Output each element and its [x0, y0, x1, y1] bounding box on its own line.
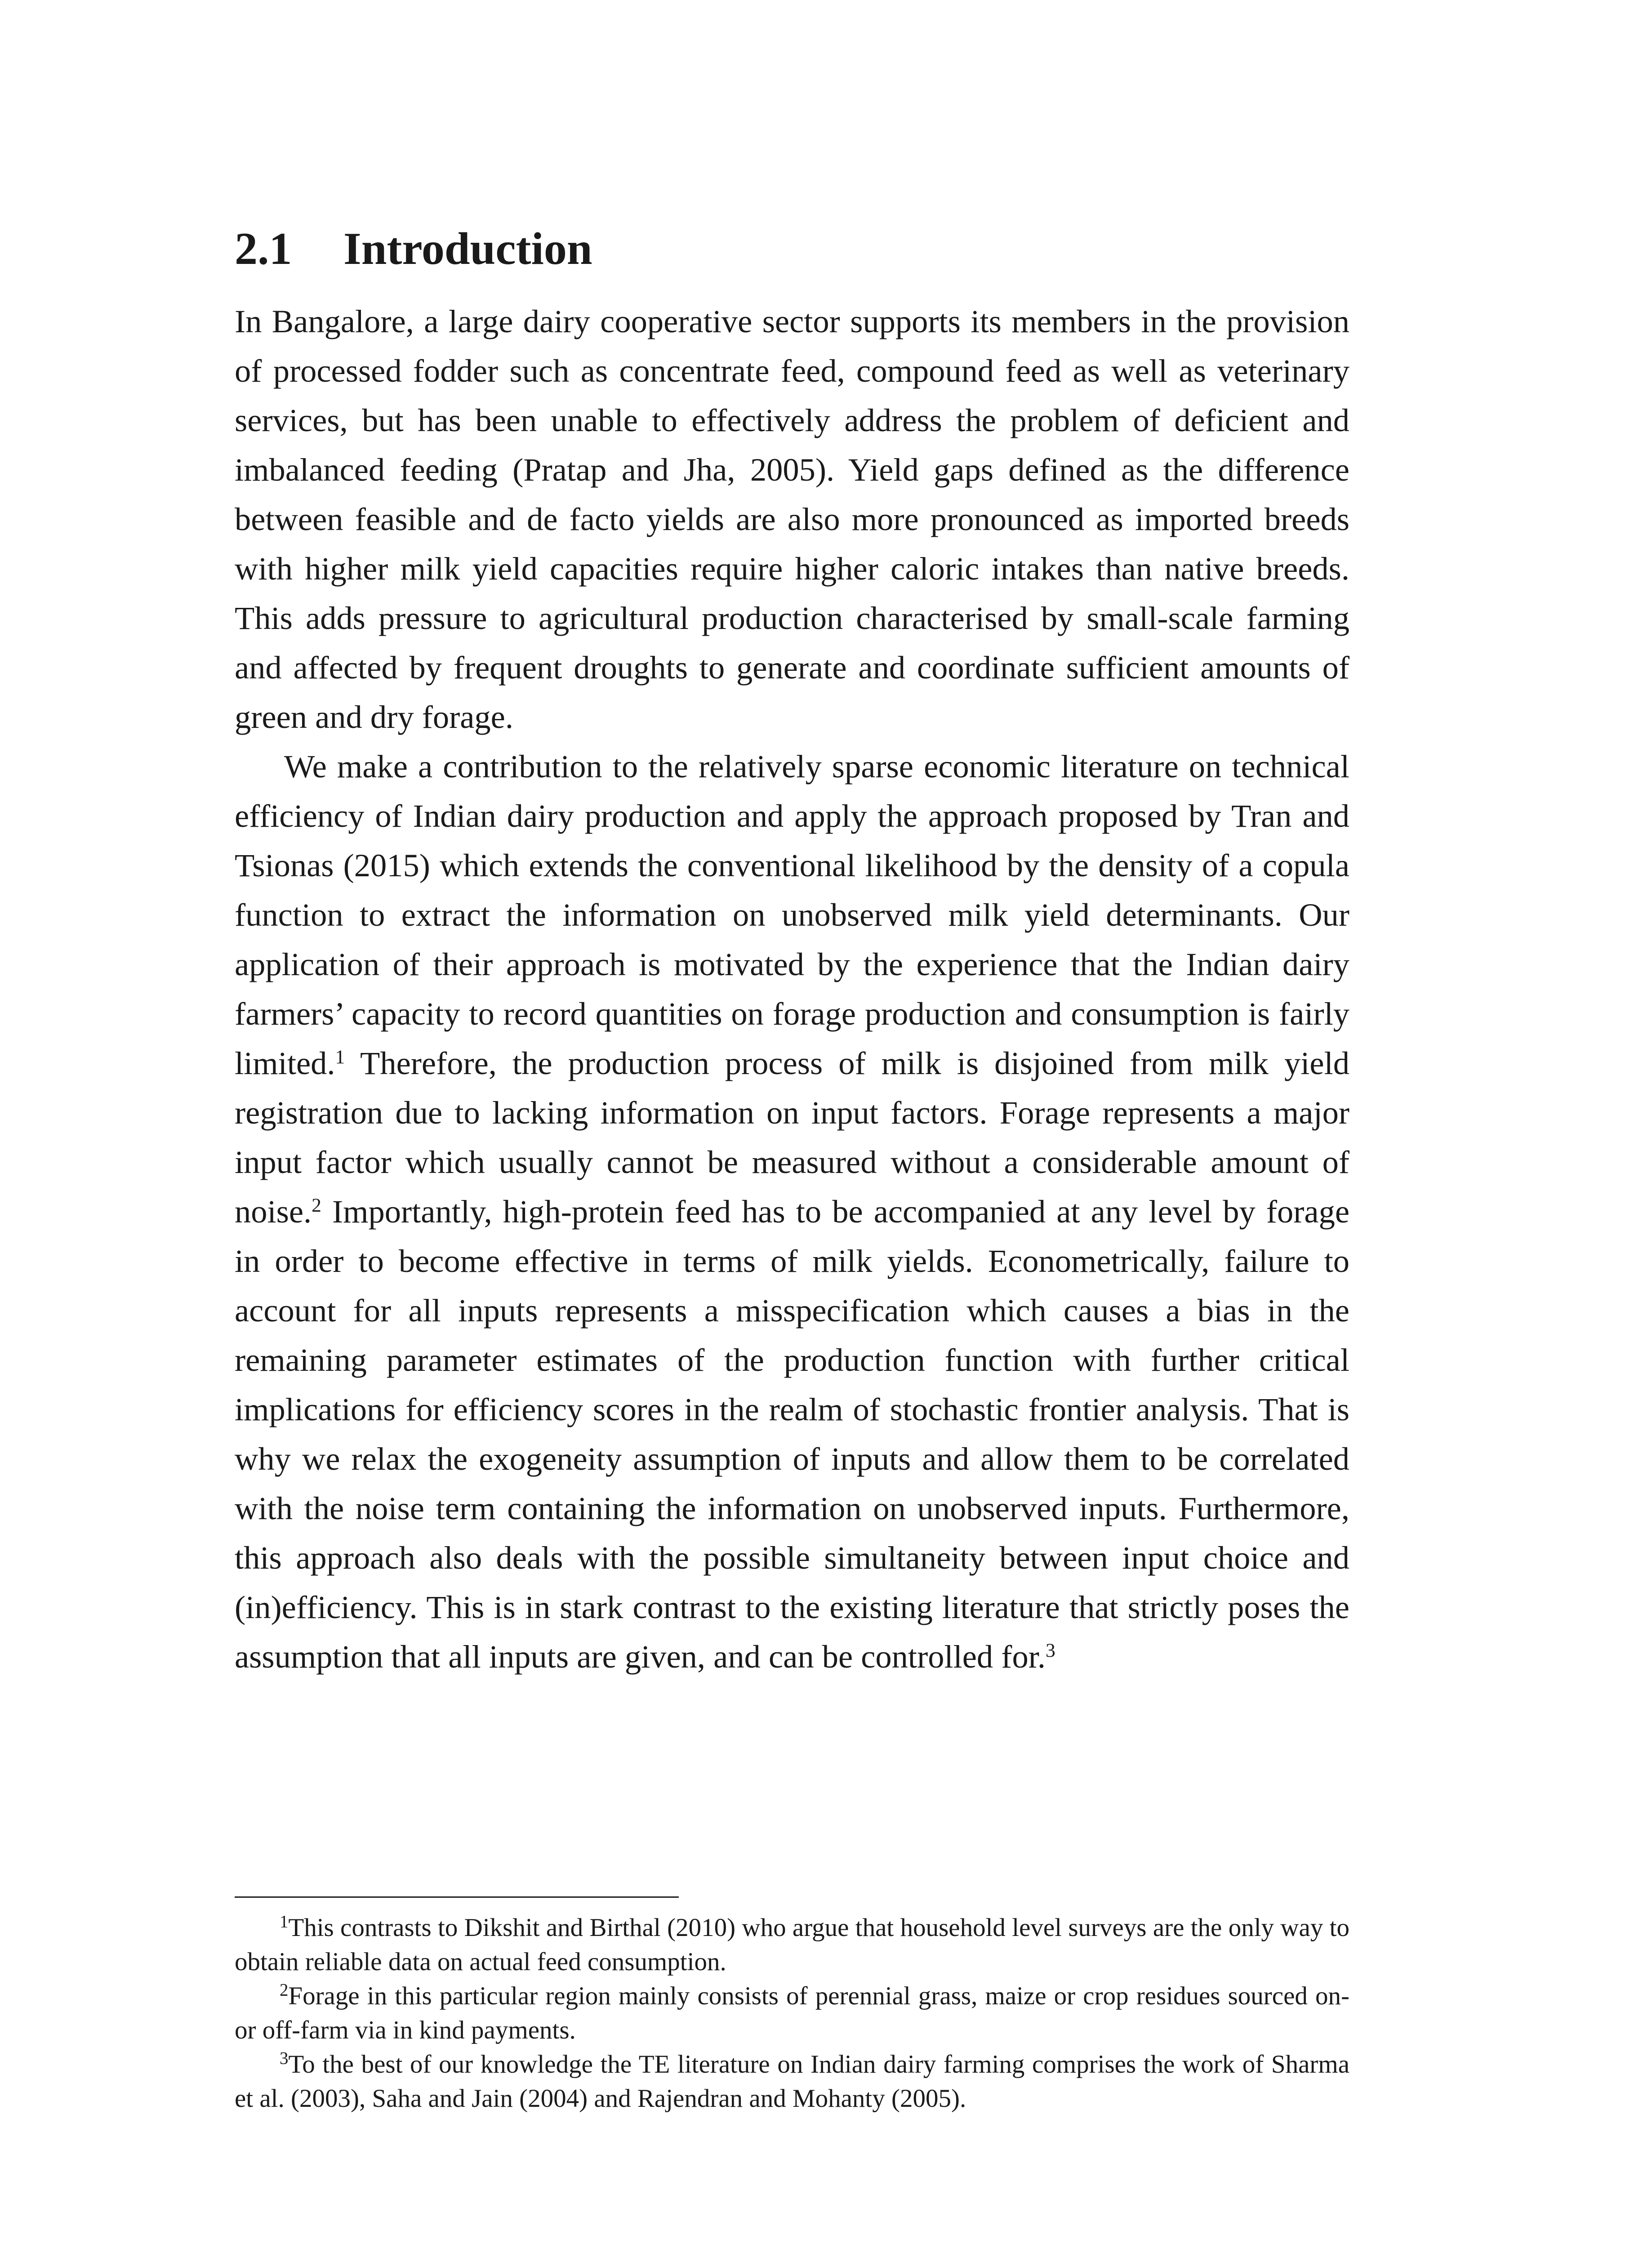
- paragraph-1: In Bangalore, a large dairy cooperative sector supports its members in the provision of processed fodder such as concentrate feed, compound feed as well as veterinary services, but has been unable to effectively address the problem of deficient and imbalanced feeding (Pratap and Jha, 2005). Yield gaps defined as the difference between feasible and de facto yields are also more pronounced as imported breeds with higher milk yield capacities require higher caloric intakes than native breeds. This adds pressure to agricultural production characterised by small-scale farming and affected by frequent droughts to generate and coordinate sufficient amounts of green and dry forage.: [235, 303, 1349, 735]
- footnote-text-2: Forage in this particular region mainly consists of perennial grass, maize or crop residues sourced on- or off-farm via in kind payments.: [235, 1982, 1349, 2044]
- footnote-mark-2: 2: [280, 1980, 289, 2000]
- footnote-text-3: To the best of our knowledge the TE literature on Indian dairy farming comprises the work of Sharma et al. (2003), Saha and Jain (2004) and Rajendran and Mohanty (2005).: [235, 2050, 1349, 2113]
- footnote-divider: [235, 1896, 679, 1898]
- body-text: [235, 297, 1349, 1682]
- section-heading: [235, 224, 1358, 274]
- footnote-ref-1[interactable]: 1: [335, 1046, 345, 1068]
- footnote-3: [235, 2047, 1349, 2116]
- section-number: 2.1: [235, 223, 292, 275]
- paragraph-2-part-1: We make a contribution to the relatively sparse economic literature on technical efficiency of Indian dairy production and apply the approach proposed by Tran and Tsionas (2015) which extends the conventional likelihood by the density of a copula function to extract the information on unobserved milk yield determinants. Our application of their approach is motivated by the experience that the Indian dairy farmers’ capacity to record quantities on forage production and consumption is fairly limited.: [235, 748, 1349, 1081]
- paragraph-2-part-2: Therefore, the production process of milk is disjoined from milk yield registration due to lacking information on input factors. Forage represents a major input factor which usually cannot be measured without a considerable amount of noise.: [235, 1045, 1349, 1230]
- footnote-ref-2[interactable]: 2: [312, 1195, 321, 1217]
- paragraph-2-part-3: Importantly, high-protein feed has to be accompanied at any level by forage in order to become effective in terms of milk yields. Econometrically, failure to account for all inputs represents a misspecification which causes a bias in the remaining parameter estimates of the production function with further critical implications for efficiency scores in the realm of stochastic frontier analysis. That is why we relax the exogeneity assumption of inputs and allow them to be correlated with the noise term containing the information on unobserved inputs. Furthermore, this approach also deals with the possible simultaneity between input choice and (in)efficiency. This is in stark contrast to the existing literature that strictly poses the assumption that all inputs are given, and can be controlled for.: [235, 1193, 1349, 1675]
- footnotes: [235, 1911, 1349, 2116]
- footnote-1: [235, 1911, 1349, 1979]
- footnote-mark-3: 3: [280, 2048, 289, 2068]
- footnote-text-1: This contrasts to Dikshit and Birthal (2010) who argue that household level surveys are the only way to obtain reliable data on actual feed consumption.: [235, 1913, 1349, 1976]
- section-title: Introduction: [343, 223, 592, 275]
- footnote-mark-1: 1: [280, 1912, 289, 1931]
- footnote-2: [235, 1979, 1349, 2047]
- footnote-ref-3[interactable]: 3: [1045, 1640, 1055, 1662]
- paragraph-2: [235, 742, 1349, 1682]
